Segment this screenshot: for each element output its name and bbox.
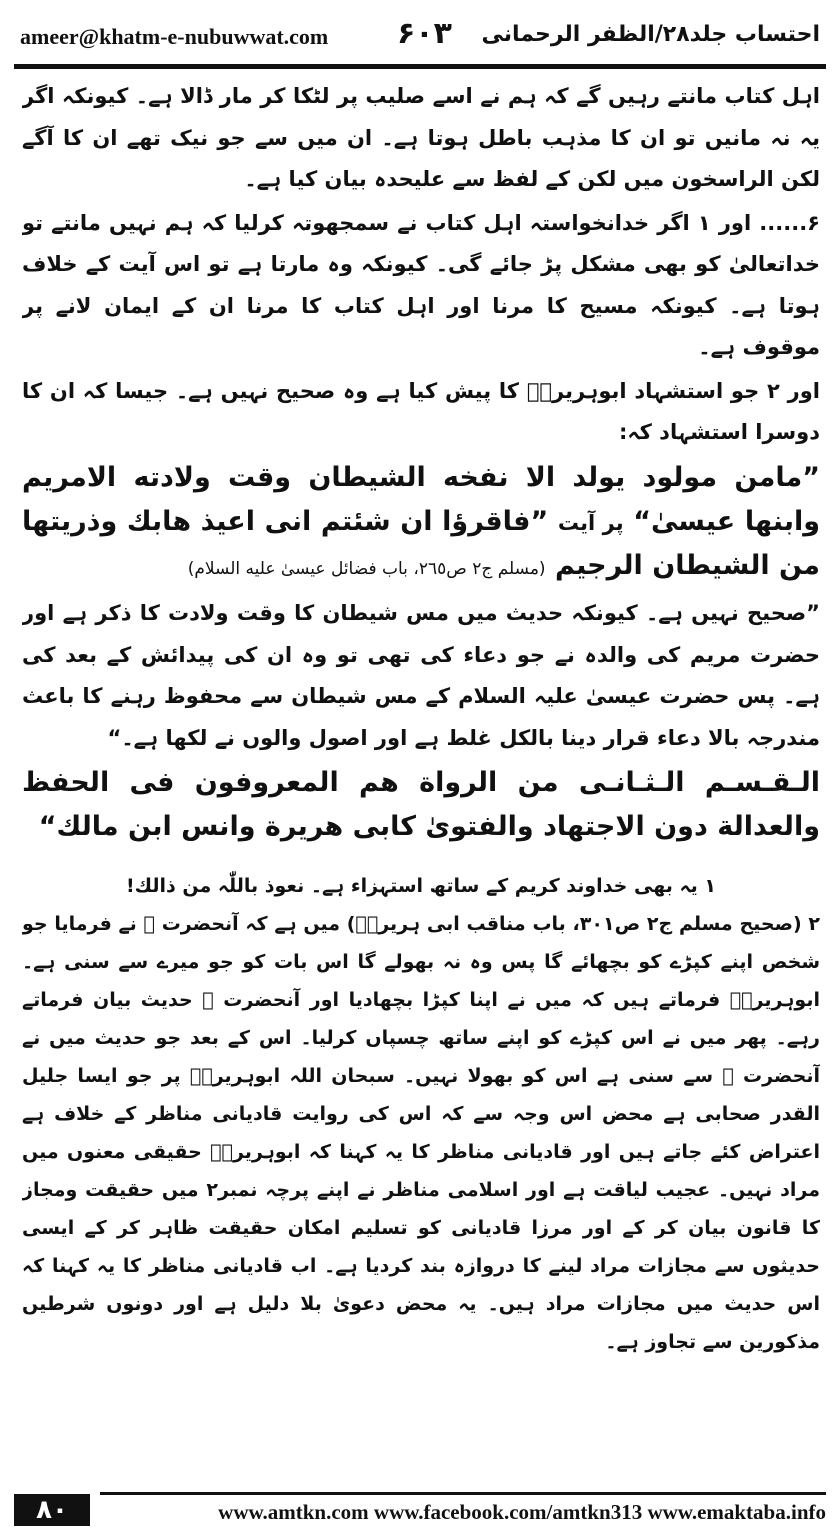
page-footer — [14, 1490, 826, 1530]
arabic-quote-2: ”فاقرؤا ان شئتم انی اعیذ هابك وذریتها من الشیطان الرجیم — [22, 505, 820, 581]
footnote-2: ۲ (صحیح مسلم ج۲ ص۳۰۱، باب مناقب ابی ہریرہؓ) میں ہے کہ آنحضرت ﷺ نے فرمایا جو شخص اپنے کپڑے کو بچھائے گا پس وہ نہ بھولے گا اس بات کو جو میرے سے سنی ہے۔ ابوہریرہؓ فرماتے ہیں کہ میں نے اپنا کپڑا بچھادیا اور آنحضرت ﷺ حدیث بیان فرماتے رہے۔ پھر میں نے اس کپڑے کو اپنے ساتھ چسپاں کرلیا۔ اس کے بعد جو حدیث میں نے آنحضرت ﷺ سے سنی ہے اس کو بھولا نہیں۔ سبحان اللہ ابوہریرہؓ پر جو ایسا جلیل القدر صحابی ہے محض اس وجہ سے کہ اس کی روایت قادیانی مناظر کے خلاف ہے اعتراض کئے جاتے ہیں اور قادیانی مناظر کا یہ کہنا کہ ابوہریرہؓ حقیقی معنوں میں مراد نہیں۔ عجیب لیاقت ہے اور اسلامی مناظر نے اپنے پرچہ نمبر۲ میں حقیقت ومجاز کا قانون بیان کر کے اور مرزا قادیانی کو تسلیم امکان حقیقت ظاہر کر کے ایسی حدیثوں سے مجازات مراد لینے کا دروازہ بند کردیا ہے۔ اب قادیانی مناظر کا یہ کہنا کہ اس حدیث میں مجازات مراد ہیں۔ یہ محض دعویٰ بلا دلیل ہے اور دونوں شرطیں مذکورین سے تجاوز ہے۔ — [22, 913, 820, 1353]
header-page-number: ۶۰۳ — [397, 16, 452, 51]
paragraph-1: اہل کتاب مانتے رہیں گے کہ ہم نے اسے صلیب پر لٹکا کر مار ڈالا ہے۔ کیونکہ اگر یہ نہ مانیں تو ان کا مذہب باطل ہوتا ہے۔ ان میں سے جو نیک تھے ان کا آگے لکن الراسخون میں لکن کے لفظ سے علیحدہ بیان کیا ہے۔ — [22, 84, 820, 191]
arabic-quote-1: ”مامن مولود یولد الا نفخه الشیطان وقت ولادته الامریم وابنها عیسیٰ“ — [22, 461, 820, 537]
footer-links[interactable]: www.amtkn.com www.facebook.com/amtkn313 www.emaktaba.info — [218, 1500, 826, 1524]
page-header — [20, 18, 820, 62]
footer-book-page: ۸۰ — [14, 1494, 90, 1526]
header-email: ameer@khatm-e-nubuwwat.com — [20, 24, 329, 49]
header-rule — [14, 64, 826, 69]
hadith-reference: (مسلم ج۲ ص۲٦٥، باب فضائل عیسیٰ علیه السلام) — [187, 559, 546, 579]
paragraph-2: ۶...... اور ۱ اگر خدانخواستہ اہل کتاب نے سمجھوتہ کرلیا کہ ہم نہیں مانتے تو خداتعالیٰ کو بھی مشکل پڑ جائے گی۔ کیونکہ وہ مارتا ہے تو اس آیت کے خلاف ہوتا ہے۔ کیونکہ مسیح کا مرنا اور اہل کتاب کا مرنا ان کے ایمان لانے پر موقوف ہے۔ — [22, 210, 820, 359]
paragraph-4: ”صحیح نہیں ہے۔ کیونکہ حدیث میں مس شیطان کا وقت ولادت کا ذکر ہے اور حضرت مریم کی والدہ نے جو دعاء کی تھی تو وہ ان کی پیدائش کے بعد کی ہے۔ پس حضرت عیسیٰ علیہ السلام کے مس شیطان سے محفوظ رہنے کا باعث مندرجہ بالا دعاء قرار دینا بالکل غلط ہے اور اصول والوں نے لکھا ہے۔“ — [22, 601, 820, 750]
paragraph-3: اور ۲ جو استشہاد ابوہریرہؓ کا پیش کیا ہے وہ صحیح نہیں ہے۔ جیسا کہ ان کا دوسرا استشہاد کہ: — [22, 378, 820, 444]
footnote-1: ۱ یہ بھی خداوند کریم کے ساتھ استہزاء ہے۔ نعوذ باللّٰہ من ذالك! — [126, 875, 716, 897]
arabic-hadith-block — [22, 456, 820, 592]
footer-rule — [100, 1492, 826, 1495]
arabic-quote-3: الـقـسـم الـثـانـی من الرواة هم المعروفون فی الحفظ والعدالة دون الاجتهاد والفتویٰ کابی هریرة وانس ابن مالك“ — [22, 767, 820, 842]
header-title: احتساب جلد۲۸/الظفر الرحمانی — [481, 22, 820, 47]
page-body — [22, 76, 820, 1466]
bridge-text: پر آیت — [557, 510, 624, 535]
